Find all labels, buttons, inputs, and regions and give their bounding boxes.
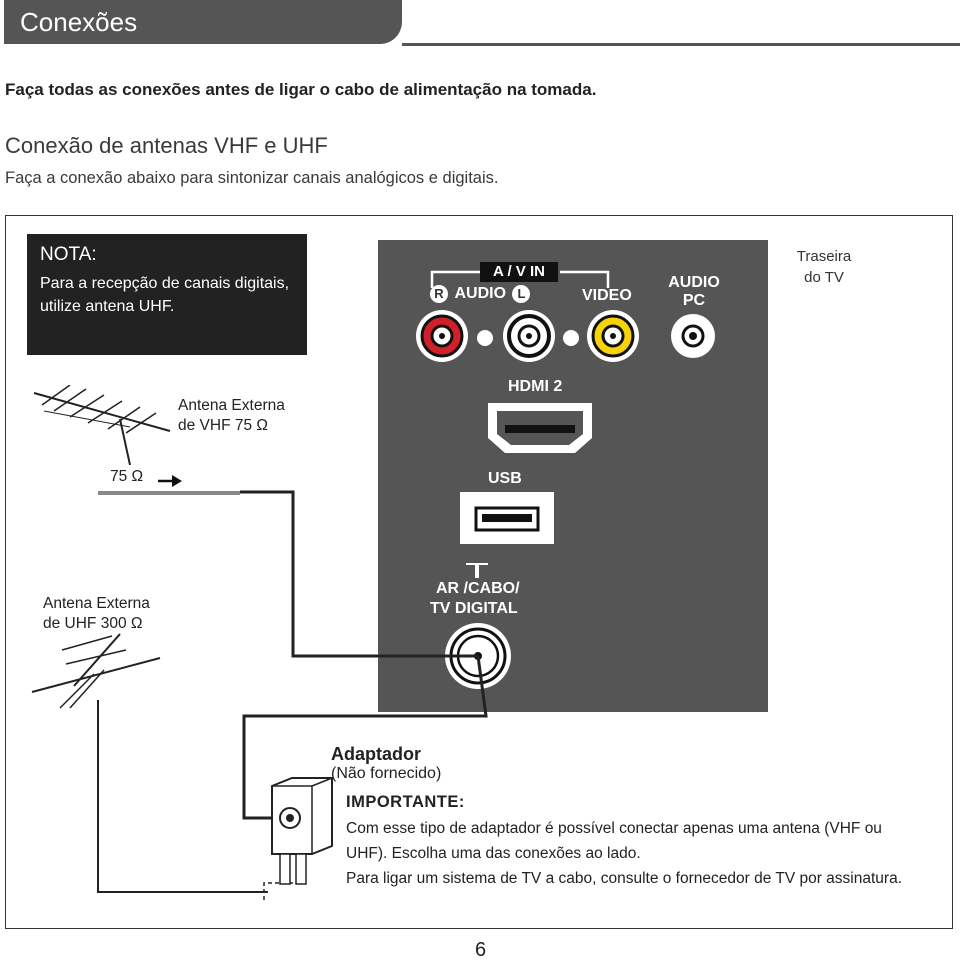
uhf-antenna-line1: Antena Externa — [43, 595, 150, 612]
note-title: NOTA: — [40, 244, 97, 265]
av-jacks — [410, 305, 730, 367]
vhf-antenna-label — [178, 396, 285, 436]
vhf-antenna-icon — [30, 385, 175, 465]
header-divider — [402, 43, 960, 46]
antenna-symbol-icon — [464, 562, 490, 580]
intro-text: Faça todas as conexões antes de ligar o cabo de alimentação na tomada. — [5, 80, 597, 99]
ohm-75-label: 75 Ω — [110, 468, 144, 485]
led-dot — [477, 330, 493, 346]
uhf-antenna-icon — [30, 630, 165, 710]
adapter-icon — [262, 776, 336, 894]
rear-label-line2: do TV — [804, 269, 844, 286]
rf-port-icon — [444, 622, 512, 690]
rear-label — [784, 246, 864, 288]
note-text-line1: Para a recepção de canais digitais, — [40, 275, 290, 292]
note-box — [27, 234, 307, 355]
page-title: Conexões — [20, 7, 138, 37]
audio-pc-jack-icon — [671, 314, 715, 358]
note-text-line2: utilize antena UHF. — [40, 298, 175, 315]
important-title: IMPORTANTE: — [346, 793, 465, 811]
rear-label-line1: Traseira — [796, 248, 852, 265]
audio-rl-label — [430, 285, 530, 303]
uhf-antenna-line2: de UHF 300 Ω — [43, 615, 143, 632]
audio-pc-line2: PC — [682, 292, 706, 309]
adapter-title: Adaptador — [331, 744, 421, 764]
section-title: Conexão de antenas VHF e UHF — [5, 133, 328, 158]
audio-pc-line1: AUDIO — [668, 274, 720, 291]
adapter-note: (Não fornecido) — [331, 765, 442, 782]
r-badge: R — [430, 285, 448, 303]
section-subtitle: Faça a conexão abaixo para sintonizar canais analógicos e digitais. — [5, 169, 499, 187]
page-number: 6 — [475, 939, 487, 961]
led-dot — [563, 330, 579, 346]
av-in-label: A / V IN — [493, 263, 545, 280]
uhf-antenna-label — [43, 594, 150, 634]
rca-jack-icon — [503, 310, 555, 362]
usb-port-icon — [460, 492, 555, 544]
audio-label: AUDIO — [454, 285, 507, 302]
rca-jack-icon — [587, 310, 639, 362]
l-badge: L — [512, 285, 530, 303]
hdmi-label: HDMI 2 — [508, 378, 563, 395]
important-line2: UHF). Escolha uma das conexões ao lado. — [346, 845, 641, 862]
vhf-antenna-line2: de VHF 75 Ω — [178, 417, 268, 434]
arrow-right-icon — [156, 473, 184, 489]
tv-digital-label: TV DIGITAL — [430, 600, 518, 617]
usb-label: USB — [488, 470, 522, 487]
ar-cabo-label: AR /CABO/ — [436, 580, 520, 597]
important-line1: Com esse tipo de adaptador é possível conectar apenas uma antena (VHF ou — [346, 820, 882, 837]
rca-jack-icon — [416, 310, 468, 362]
important-line3: Para ligar um sistema de TV a cabo, consulte o fornecedor de TV por assinatura. — [346, 870, 903, 887]
hdmi-port-icon — [485, 400, 595, 456]
vhf-antenna-line1: Antena Externa — [178, 397, 285, 414]
video-label: VIDEO — [582, 287, 632, 304]
